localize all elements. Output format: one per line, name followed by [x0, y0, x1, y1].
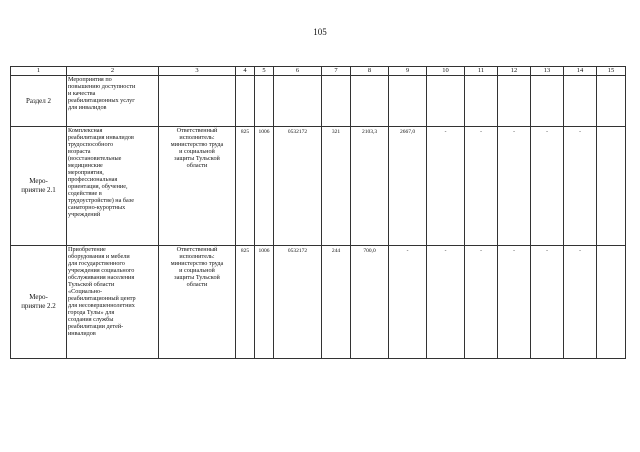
cell-value: 1006: [255, 246, 274, 359]
text-line: министерство труда: [170, 260, 224, 267]
text-line: возраста: [68, 148, 91, 155]
text-line: профессиональная: [68, 176, 118, 183]
text-line: реабилитации детей-: [68, 323, 124, 330]
text-line: реабилитационный центр: [68, 295, 136, 302]
table-row: [11, 76, 626, 127]
cell-value: 1006: [255, 127, 274, 246]
column-header: 5: [255, 67, 274, 76]
text-line: области: [186, 162, 208, 169]
text-line: реабилитация инвалидов: [68, 134, 134, 141]
cell-value: -: [427, 127, 465, 246]
text-line: министерство труда: [170, 141, 224, 148]
text-line: обслуживания населения: [68, 274, 135, 281]
text-line: трудоспособного: [68, 141, 114, 148]
text-line: и социальной: [179, 267, 215, 274]
cell-empty: [322, 76, 351, 127]
row-label: [11, 246, 67, 359]
cell-value: -: [427, 246, 465, 359]
text-line: и социальной: [179, 148, 215, 155]
text-line: Тульской области: [68, 281, 115, 288]
text-line: трудоустройстве) на базе: [68, 197, 134, 204]
cell-value: -: [498, 246, 531, 359]
text-line: для инвалидов: [68, 104, 107, 111]
text-line: ориентация, обучение,: [68, 183, 128, 190]
text-line: санаторно-курортных: [68, 204, 126, 211]
text-line: Комплексная: [68, 127, 103, 134]
cell-empty: [427, 76, 465, 127]
text-line: Меро-: [29, 177, 48, 185]
cell-value: 0532172: [274, 246, 322, 359]
cell-empty: [465, 76, 498, 127]
text-line: инвалидов: [68, 330, 96, 337]
cell-value: 2103,3: [351, 127, 389, 246]
header-row: [11, 67, 626, 76]
text-line: Мероприятия по: [68, 76, 112, 83]
text-line: и качества: [68, 90, 96, 97]
text-line: оборудования и мебели: [68, 253, 130, 260]
cell-value: 825: [236, 246, 255, 359]
row-label: Раздел 2: [11, 76, 67, 127]
text-line: Приобретение: [68, 246, 106, 253]
cell-value: 700,0: [351, 246, 389, 359]
text-line: Меро-: [29, 293, 48, 301]
column-header: 2: [67, 67, 159, 76]
row-description: [67, 127, 159, 246]
text-line: мероприятия,: [68, 169, 104, 176]
cell-empty: [597, 76, 626, 127]
text-line: «Социально-: [68, 288, 103, 295]
row-executor: [159, 76, 236, 127]
text-line: защиты Тульской: [174, 155, 220, 162]
column-header: 11: [465, 67, 498, 76]
row-executor: [159, 246, 236, 359]
text-line: создания службы: [68, 316, 114, 323]
column-header: 10: [427, 67, 465, 76]
text-line: для несовершеннолетних: [68, 302, 135, 309]
text-line: Ответственный: [176, 246, 218, 253]
cell-value: -: [498, 127, 531, 246]
text-line: защиты Тульской: [174, 274, 220, 281]
cell-empty: [389, 76, 427, 127]
row-label: [11, 127, 67, 246]
cell-value: 0532172: [274, 127, 322, 246]
column-header: 3: [159, 67, 236, 76]
cell-empty: [498, 76, 531, 127]
text-line: исполнитель:: [179, 253, 215, 260]
cell-value: 321: [322, 127, 351, 246]
table-row: [11, 246, 626, 359]
text-line: приятие 2.2: [21, 302, 56, 310]
text-line: приятие 2.1: [21, 186, 56, 194]
table-row: [11, 127, 626, 246]
column-header: 8: [351, 67, 389, 76]
column-header: 4: [236, 67, 255, 76]
budget-table: [10, 66, 626, 359]
text-line: для государственного: [68, 260, 125, 267]
column-header: 9: [389, 67, 427, 76]
column-header: 12: [498, 67, 531, 76]
text-line: Ответственный: [176, 127, 218, 134]
cell-value: [597, 246, 626, 359]
cell-value: [597, 127, 626, 246]
cell-value: -: [465, 246, 498, 359]
cell-value: -: [531, 127, 564, 246]
text-line: повышению доступности: [68, 83, 136, 90]
column-header: 15: [597, 67, 626, 76]
page-number: 105: [313, 27, 327, 37]
cell-empty: [255, 76, 274, 127]
text-line: учреждения социального: [68, 267, 135, 274]
text-line: медицинские: [68, 162, 103, 169]
cell-value: -: [465, 127, 498, 246]
cell-value: 825: [236, 127, 255, 246]
cell-value: -: [389, 246, 427, 359]
text-line: реабилитационных услуг: [68, 97, 135, 104]
cell-value: -: [531, 246, 564, 359]
cell-value: -: [564, 127, 597, 246]
column-header: 6: [274, 67, 322, 76]
cell-empty: [274, 76, 322, 127]
column-header: 14: [564, 67, 597, 76]
row-executor: [159, 127, 236, 246]
text-line: области: [186, 281, 208, 288]
text-line: исполнитель:: [179, 134, 215, 141]
text-line: учреждений: [68, 211, 101, 218]
column-header: 13: [531, 67, 564, 76]
cell-value: 2667,0: [389, 127, 427, 246]
column-header: 7: [322, 67, 351, 76]
cell-empty: [564, 76, 597, 127]
text-line: (восстановительные: [68, 155, 122, 162]
cell-value: -: [564, 246, 597, 359]
column-header: 1: [11, 67, 67, 76]
cell-empty: [351, 76, 389, 127]
row-description: [67, 246, 159, 359]
cell-empty: [531, 76, 564, 127]
cell-value: 244: [322, 246, 351, 359]
text-line: содействие в: [68, 190, 102, 197]
row-description: [67, 76, 159, 127]
text-line: города Тулы» для: [68, 309, 115, 316]
cell-empty: [236, 76, 255, 127]
